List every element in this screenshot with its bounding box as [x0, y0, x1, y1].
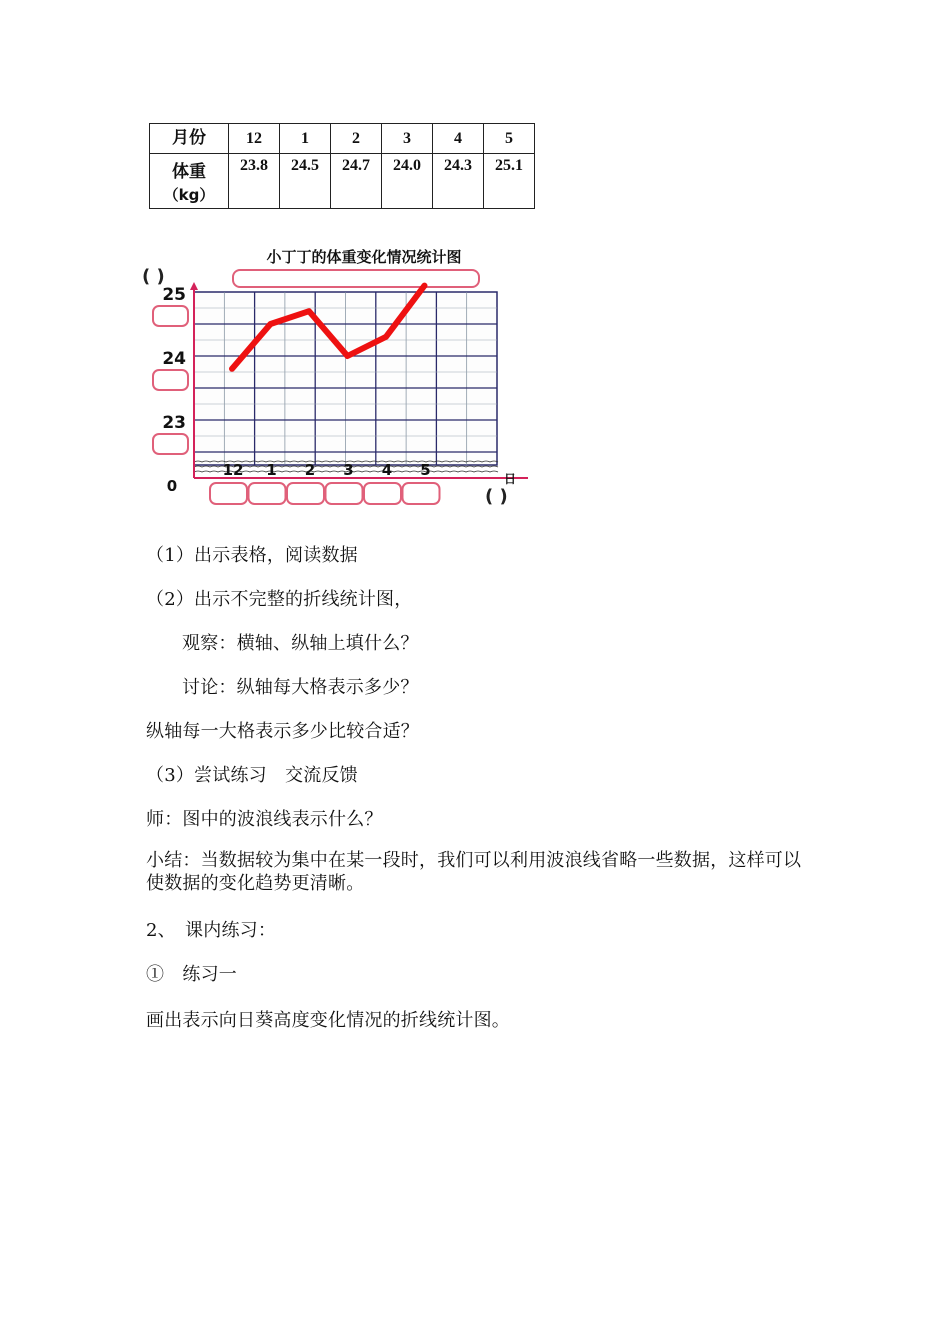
paragraph-question: 纵轴每一大格表示多少比较合适？: [146, 721, 419, 742]
x-tick-label: 1: [266, 461, 277, 479]
x-tick-label: 2: [304, 461, 316, 479]
x-tick-label: 12: [222, 461, 244, 479]
month-header: 月份: [150, 124, 229, 154]
title-blank-box: [233, 270, 479, 287]
weight-unit: （kg）: [163, 186, 215, 204]
x-blank-box: [287, 483, 324, 504]
y-blank-box: [153, 370, 188, 390]
y-tick-label: 25: [162, 285, 186, 305]
data-point: [307, 309, 312, 314]
weight-cell: 23.8: [229, 154, 280, 209]
weight-cell: 24.7: [331, 154, 382, 209]
weight-header: [150, 154, 229, 209]
y-tick-label: 24: [162, 349, 186, 369]
paragraph-observe: 观察：横轴、纵轴上填什么？: [182, 633, 419, 654]
x-tick-label: 4: [381, 461, 393, 479]
y-blank-box: [153, 306, 188, 326]
month-cell: 1: [280, 124, 331, 154]
weight-cell: 25.1: [484, 154, 535, 209]
paragraph-sunflower: 画出表示向日葵高度变化情况的折线统计图。: [146, 1010, 510, 1031]
x-blank-box: [249, 483, 286, 504]
paragraph-discuss: 讨论：纵轴每大格表示多少？: [182, 677, 419, 698]
x-tick-label: 5: [420, 461, 431, 479]
weight-line-chart: [140, 240, 540, 512]
data-point: [230, 366, 235, 371]
paragraph-exercise-one: ① 练习一: [146, 964, 237, 985]
paragraph-step1: （1）出示表格，阅读数据: [146, 545, 358, 566]
weight-cell: 24.5: [280, 154, 331, 209]
paragraph-step3: （3）尝试练习 交流反馈: [146, 765, 358, 786]
weight-header-label: 体重: [172, 162, 206, 182]
y-tick-label: 23: [162, 413, 186, 433]
origin-label: 0: [166, 477, 178, 495]
paragraph-summary: 小结：当数据较为集中在某一段时，我们可以利用波浪线省略一些数据，这样可以使数据的变化趋势更清晰。: [146, 850, 802, 894]
table-row-weight: [150, 154, 535, 209]
x-unit-paren: ( ): [485, 486, 508, 507]
weight-cell: 24.3: [433, 154, 484, 209]
paragraph-step2: （2）出示不完整的折线统计图，: [146, 589, 413, 610]
month-cell: 12: [229, 124, 280, 154]
y-axis-arrow: [190, 282, 198, 290]
x-blank-box: [210, 483, 247, 504]
x-axis-end-label: 日: [504, 472, 517, 486]
month-cell: 4: [433, 124, 484, 154]
month-cell: 5: [484, 124, 535, 154]
data-point: [384, 334, 389, 339]
chart-title: 小丁丁的体重变化情况统计图: [266, 248, 462, 266]
table-row-month: [150, 124, 535, 154]
month-cell: 2: [331, 124, 382, 154]
data-point: [345, 354, 350, 359]
weight-cell: 24.0: [382, 154, 433, 209]
x-tick-label: 3: [343, 461, 354, 479]
x-blank-box: [364, 483, 401, 504]
x-blank-box: [326, 483, 363, 504]
month-cell: 3: [382, 124, 433, 154]
x-blank-box: [403, 483, 440, 504]
weight-data-table: [149, 123, 535, 209]
paragraph-practice: 2、 课内练习：: [146, 920, 277, 941]
y-blank-box: [153, 434, 188, 454]
y-unit-paren: ( ): [142, 266, 165, 287]
data-point: [268, 322, 273, 327]
data-point: [422, 283, 427, 288]
paragraph-teacher: 师：图中的波浪线表示什么？: [146, 809, 383, 830]
